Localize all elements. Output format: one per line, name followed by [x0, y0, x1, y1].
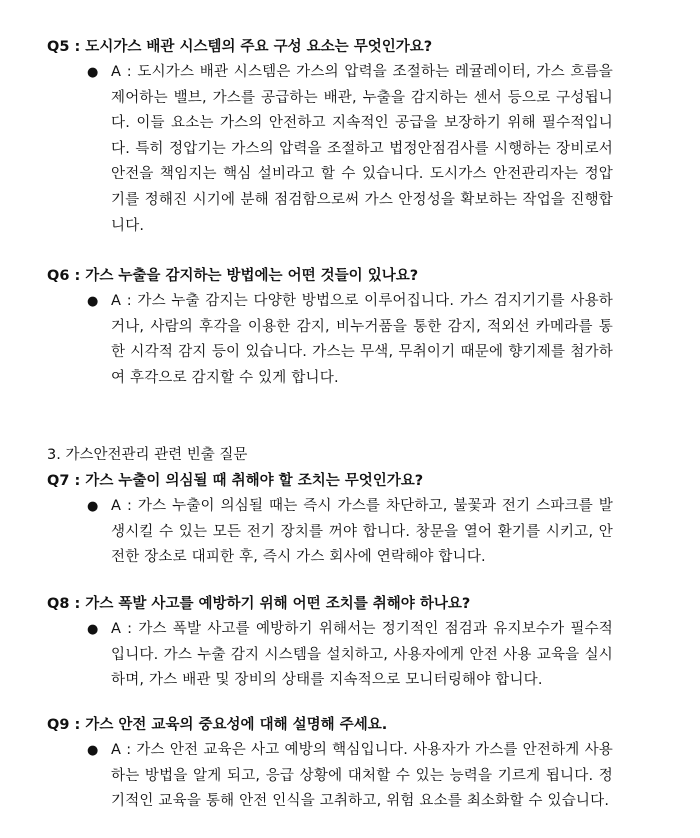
question-q8: Q8 : 가스 폭발 사고를 예방하기 위해 어떤 조치를 취해야 하나요?: [47, 596, 471, 612]
question-q9: Q9 : 가스 안전 교육의 중요성에 대해 설명해 주세요.: [47, 717, 388, 733]
bullet-q8: ●: [87, 622, 99, 637]
bullet-q6: ●: [87, 294, 99, 309]
bullet-q7: ●: [87, 499, 99, 514]
bullet-q9: ●: [87, 743, 99, 758]
question-q6: Q6 : 가스 누출을 감지하는 방법에는 어떤 것들이 있나요?: [47, 268, 419, 284]
answer-q8: A : 가스 폭발 사고를 예방하기 위해서는 정기적인 점검과 유지보수가 필수적입니다. 가스 누출 감지 시스템을 설치하고, 사용자에게 안전 사용 교육을 실시하며, 가스 배관 및 장비의 상태를 지속적으로 모니터링해야 합니다.: [111, 621, 613, 689]
bullet-q5: ●: [87, 65, 99, 80]
question-q7: Q7 : 가스 누출이 의심될 때 취해야 할 조치는 무엇인가요?: [47, 473, 424, 489]
answer-q6: A : 가스 누출 감지는 다양한 방법으로 이루어집니다. 가스 검지기기를 사용하거나, 사람의 후각을 이용한 감지, 비누거품을 통한 감지, 적외선 카메라를 통한 시각적 감지 등이 있습니다. 가스는 무색, 무취이기 때문에 향기제를 첨가하여 후각으로 감지할 수 있게 합니다.: [111, 293, 613, 386]
section-title: 3. 가스안전관리 관련 빈출 질문: [47, 447, 248, 463]
answer-q9: A : 가스 안전 교육은 사고 예방의 핵심입니다. 사용자가 가스를 안전하게 사용하는 방법을 알게 되고, 응급 상황에 대처할 수 있는 능력을 기르게 됩니다. 정기적인 교육을 통해 안전 인식을 고취하고, 위험 요소를 최소화할 수 있습니다.: [111, 742, 613, 810]
answer-q5: A : 도시가스 배관 시스템은 가스의 압력을 조절하는 레귤레이터, 가스 흐름을 제어하는 밸브, 가스를 공급하는 배관, 누출을 감지하는 센서 등으로 구성됩니다. 이들 요소는 가스의 안전하고 지속적인 공급을 보장하기 위해 필수적입니다. 특히 정압기는 가스의 압력을 조절하고 법정안점검사를 시행하는 장비로서 안전을 책임지는 핵심 설비라고 할 수 있습니다. 도시가스 안전관리자는 정압기를 정해진 시기에 분해 점검함으로써 가스 안정성을 확보하는 작업을 진행합니다.: [111, 64, 613, 234]
question-q5: Q5 : 도시가스 배관 시스템의 주요 구성 요소는 무엇인가요?: [47, 39, 433, 55]
answer-q7: A : 가스 누출이 의심될 때는 즉시 가스를 차단하고, 불꽃과 전기 스파크를 발생시킬 수 있는 모든 전기 장치를 꺼야 합니다. 창문을 열어 환기를 시키고, 안전한 장소로 대피한 후, 즉시 가스 회사에 연락해야 합니다.: [111, 498, 613, 566]
